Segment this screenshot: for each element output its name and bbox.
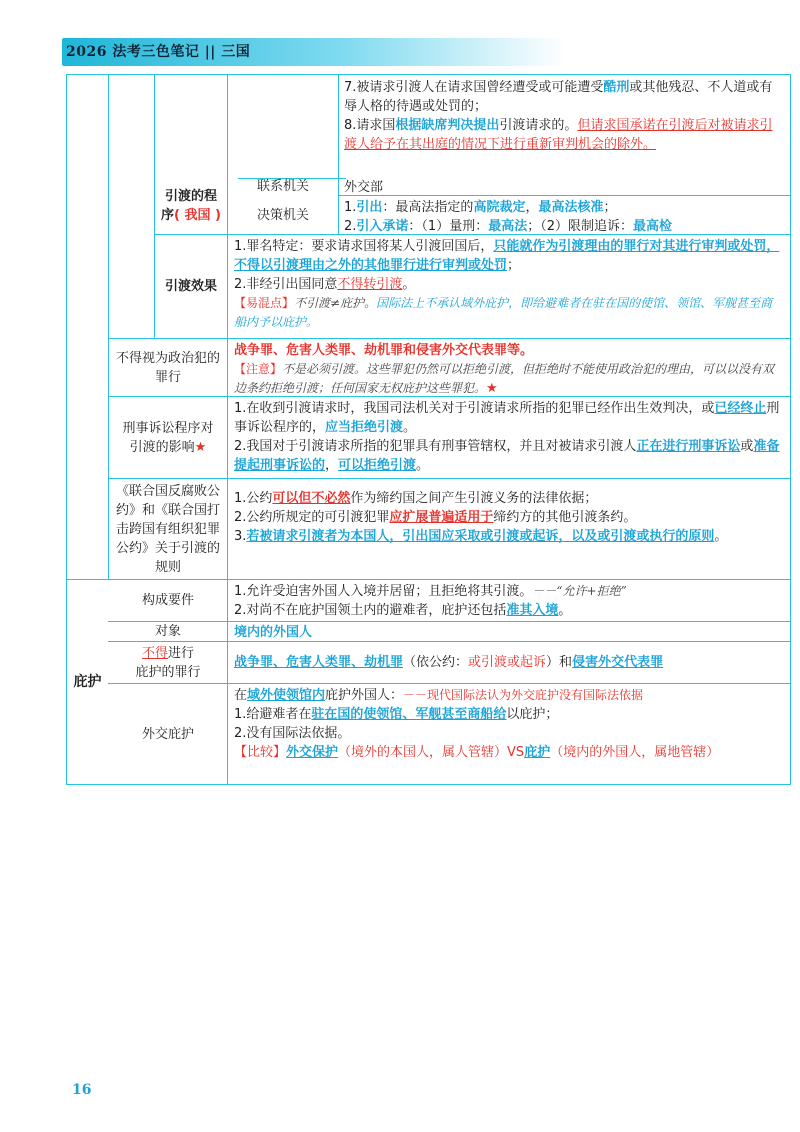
decision-agency-value: 1.引出：最高法指定的高院裁定，最高法核准； 2.引入承诺：（1）量刑：最高法；（2）限制追诉：最高检 <box>344 200 673 234</box>
asylum-elements-content: 1.允许受迫害外国人入境并居留；且拒绝将其引渡。－－“允许+拒绝” 2.对尚不在庇护国领土内的避难者，庇护还包括准其入境。 <box>234 584 627 618</box>
contact-agency-label: 联系机关 <box>256 178 309 194</box>
diplomatic-asylum-content: 在域外使领馆内庇护外国人：－－现代国际法认为外交庇护没有国际法依据 1.给避难者在驻在国的使领馆、军舰甚至商船给以庇护； 2.没有国际法依据。 【比较】外交保护（境外的本国人，属人管辖）VS庇护（境内的外国人，属地管辖） <box>234 688 720 760</box>
diplomatic-asylum-label: 外交庇护 <box>141 726 194 742</box>
effect-label: 引渡效果 <box>164 279 217 294</box>
criminal-proc-content: 1.在收到引渡请求时，我国司法机关对于引渡请求所指的犯罪已经作出生效判决，或已经终止刑事诉讼程序的，应当拒绝引渡。 2.我国对于引渡请求所指的犯罪具有刑事管辖权，并且对被请求引渡人正在进行刑事诉讼或准备提起刑事诉讼的，可以拒绝引渡。 <box>234 401 780 473</box>
page-number: 16 <box>72 1082 92 1098</box>
asylum-object-value: 境内的外国人 <box>234 625 313 640</box>
asylum-elements-label: 构成要件 <box>141 593 194 608</box>
refusal-grounds-cont <box>338 76 788 178</box>
conventions-content: 1.公约可以但不必然作为缔约国之间产生引渡义务的法律依据； 2.公约所规定的可引渡犯罪应扩展普遍适用于缔约方的其他引渡条约。 3.若被请求引渡者为本国人，引出国应采取或引渡或起诉，以及或引渡或执行的原则。 <box>234 491 728 544</box>
decision-agency-label: 决策机关 <box>256 207 309 223</box>
ground-8: 8.请求国根据缺席判决提出引渡请求的。但请求国承诺在引渡后对被请求引渡人给予在其出庭的情况下进行重新审判机会的除外。 <box>344 118 773 152</box>
asylum-section-label: 庇护 <box>73 673 102 690</box>
not-political-label: 不得视为政治犯的罪行 <box>115 350 220 385</box>
not-asylum-label: 不得进行 庇护的罪行 <box>135 645 201 680</box>
not-political-content: 战争罪、危害人类罪、劫机罪和侵害外交代表罪等。 【注意】不是必须引渡。这些罪犯仍然可以拒绝引渡，但拒绝时不能使用政治犯的理由，可以以没有双边条约拒绝引渡；任何国家无权庇护这些罪犯。★ <box>234 343 775 396</box>
criminal-proc-label: 刑事诉讼程序对引渡的影响★ <box>122 420 214 455</box>
page-header-title: 2026 法考三色笔记 || 三国 <box>66 44 251 60</box>
ground-7: 7.被请求引渡人在请求国曾经遭受或可能遭受酷刑或其他残忍、不人道或有辱人格的待遇或处罚的； <box>344 80 773 114</box>
conventions-label: 《联合国反腐败公约》和《联合国打击跨国有组织犯罪公约》关于引渡的规则 <box>115 483 220 575</box>
effect-content: 1.罪名特定：要求请求国将某人引渡回国后，只能就作为引渡理由的罪行对其进行审判或处罚，不得以引渡理由之外的其他罪行进行审判或处罚； 2.非经引出国同意不得转引渡。 【易混点】不引渡≠庇护。国际法上不承认域外庇护，即给避难者在驻在国的使馆、领馆、军舰甚至商船内予以庇护。 <box>234 239 780 329</box>
contact-agency-value: 外交部 <box>344 180 384 195</box>
procedure-label: 引渡的程 序( 我国 ) <box>161 189 221 223</box>
not-asylum-content: 战争罪、危害人类罪、劫机罪（依公约：或引渡或起诉）和侵害外交代表罪 <box>234 655 664 670</box>
asylum-object-label: 对象 <box>154 624 181 639</box>
